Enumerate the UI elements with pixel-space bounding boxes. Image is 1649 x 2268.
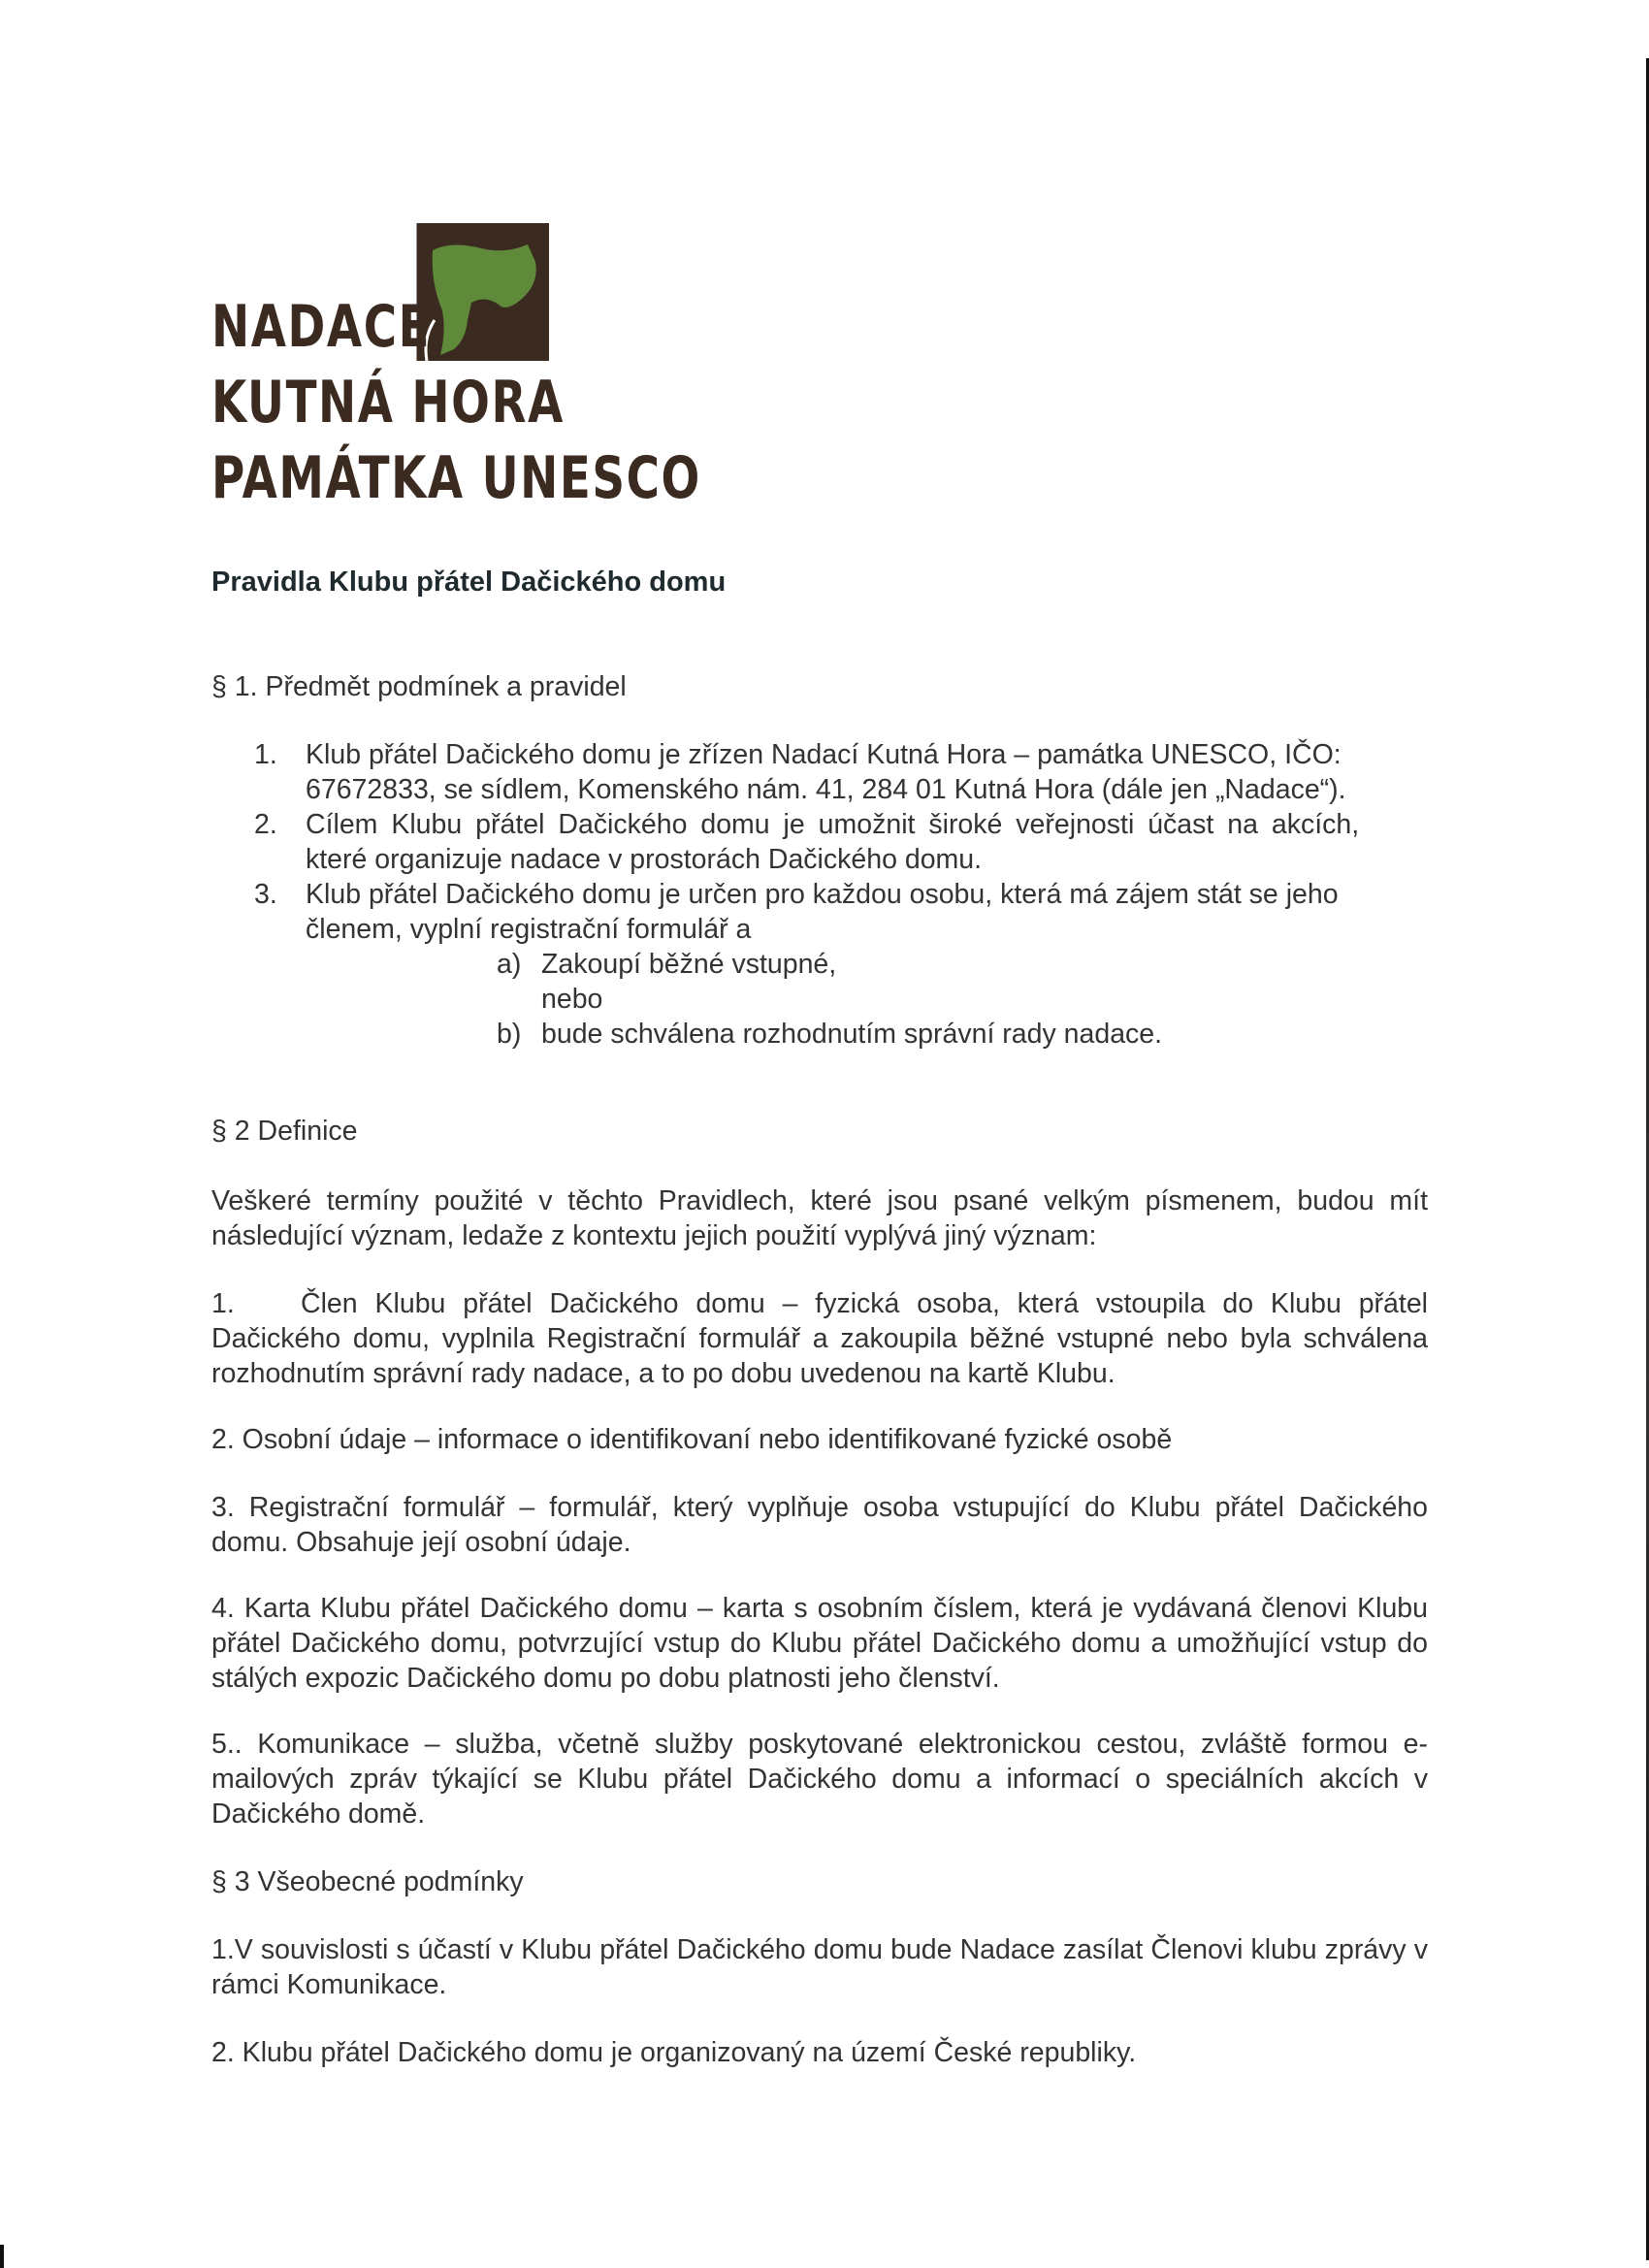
list-item-line: 67672833, se sídlem, Komenského nám. 41, 284 01 Kutná Hora (dále jen „Nadace“). [306,774,1346,805]
sub-item-text: Zakoupí běžné vstupné, [541,949,837,980]
definition-5: 5.. Komunikace – služba, včetně služby poskytované elektronickou cestou, zvláště formou e-mailových zpráv týkající se Klubu přátel Dačického domu a informací o speciálních akcích v Dačického domě. [211,1729,1428,1830]
logo-line-3: PAMÁTKA UNESCO [211,444,701,512]
section-3-heading: § 3 Všeobecné podmínky [211,1866,524,1897]
section-2-heading: § 2 Definice [211,1116,358,1147]
green-map-shape-icon [413,223,551,361]
sub-item-label: b) [497,1019,522,1050]
definition-number: 1. [211,1288,235,1319]
sub-item-text: bude schválena rozhodnutím správní rady nadace. [541,1019,1163,1050]
logo-line-1: NADACE [211,293,432,361]
scan-edge-mark [0,2245,4,2268]
definition-3: 3. Registrační formulář – formulář, který vyplňuje osoba vstupující do Klubu přátel Dačického domu. Obsahuje její osobní údaje. [211,1492,1428,1558]
sub-item-text: nebo [541,984,603,1015]
section-1-heading: § 1. Předmět podmínek a pravidel [211,671,627,702]
definition-4: 4. Karta Klubu přátel Dačického domu – karta s osobním číslem, která je vydávaná členovi Klubu přátel Dačického domu, potvrzující vstup do Klubu přátel Dačického domu a umožňující vstup do stálých expozic Dačického domu po dobu platnosti jeho členství. [211,1593,1428,1694]
list-item-number: 2. [254,809,277,840]
definition-1: Člen Klubu přátel Dačického domu – fyzická osoba, která vstoupila do Klubu přátel Dačického domu, vyplnila Registrační formulář a zakoupila běžné vstupné nebo byla schválena rozhodnutím správní rady nadace, a to po dobu uvedenou na kartě Klubu. [211,1288,1428,1389]
list-item-line: členem, vyplní registrační formulář a [306,914,752,945]
definitions-intro: Veškeré termíny použité v těchto Pravidlech, které jsou psané velkým písmenem, budou mít následující význam, ledaže z kontextu jejich použití vyplývá jiný význam: [211,1185,1428,1251]
list-item-line: Klub přátel Dačického domu je zřízen Nadací Kutná Hora – památka UNESCO, IČO: [306,739,1342,770]
list-item-line: které organizuje nadace v prostorách Dačického domu. [306,844,983,875]
list-item-number: 1. [254,739,277,770]
list-item-line: Cílem Klubu přátel Dačického domu je umožnit široké veřejnosti účast na akcích, [306,809,1360,840]
document-title: Pravidla Klubu přátel Dačického domu [211,567,727,598]
general-condition-1: 1.V souvislosti s účastí v Klubu přátel Dačického domu bude Nadace zasílat Členovi klubu zprávy v rámci Komunikace. [211,1934,1428,2000]
definition-2: 2. Osobní údaje – informace o identifikovaní nebo identifikované fyzické osobě [211,1424,1173,1455]
sub-item-label: a) [497,949,522,980]
foundation-logo [211,223,701,512]
general-condition-2: 2. Klubu přátel Dačického domu je organizovaný na území České republiky. [211,2037,1137,2068]
list-item-number: 3. [254,879,277,910]
logo-line-2: KUTNÁ HORA [211,369,565,437]
list-item-line: Klub přátel Dačického domu je určen pro každou osobu, která má zájem stát se jeho [306,879,1339,910]
